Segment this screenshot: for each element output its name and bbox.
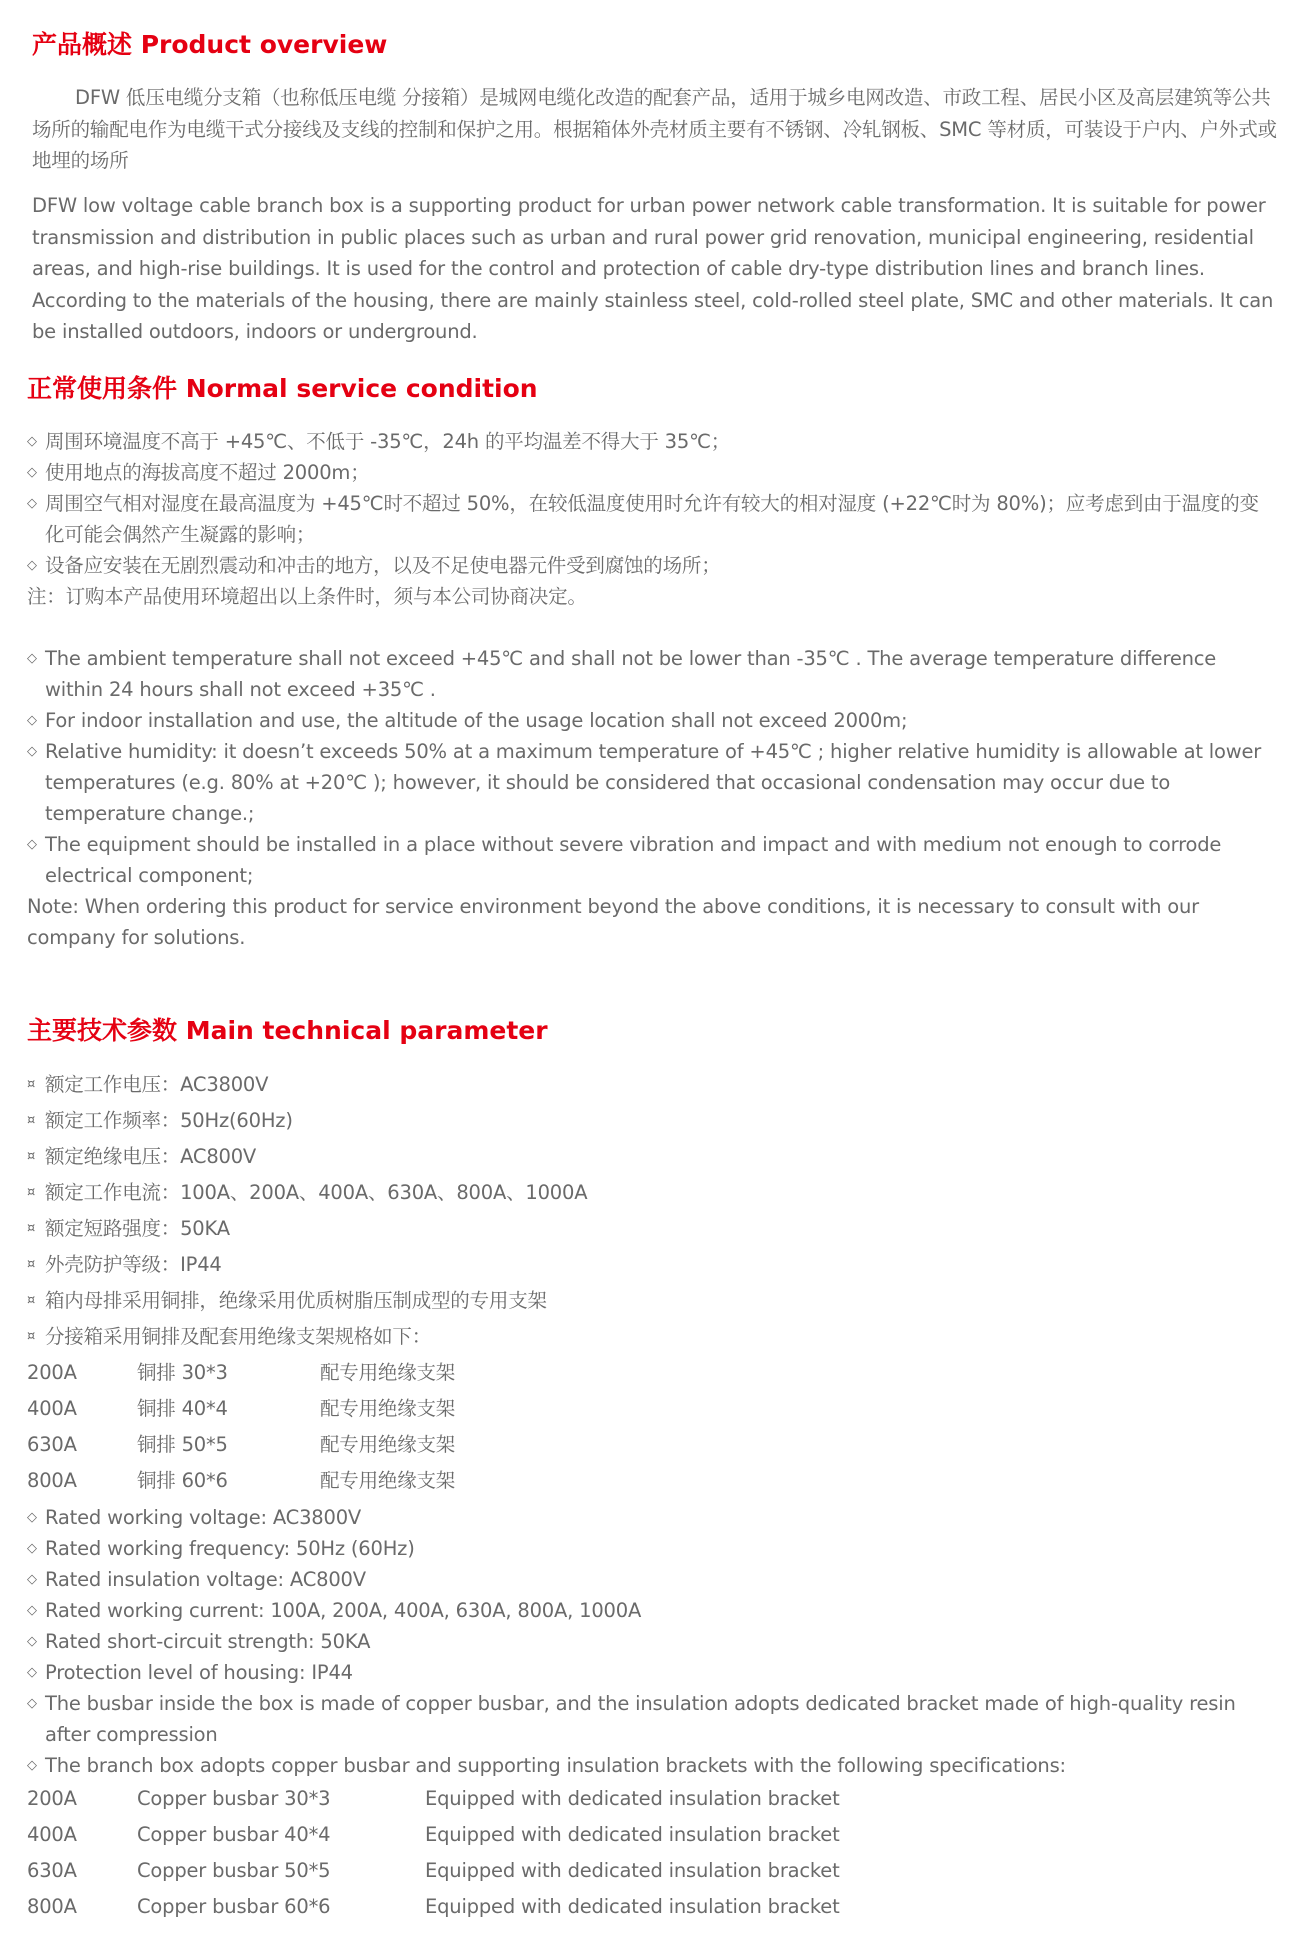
conditions-title: 正常使用条件 Normal service condition bbox=[27, 374, 538, 403]
table-row: 400A 铜排 40*4 配专用绝缘支架 bbox=[27, 1397, 456, 1420]
list-item: ¤ 额定短路强度：50KA bbox=[27, 1211, 927, 1247]
list-item: ◇ Rated working frequency: 50Hz (60Hz) bbox=[27, 1533, 1277, 1564]
diamond-bullet-icon: ◇ bbox=[27, 1665, 37, 1680]
currency-bullet-icon: ¤ bbox=[27, 1185, 36, 1200]
conditions-en-list bbox=[27, 643, 1277, 953]
list-item: ◇ Relative humidity: it doesn’t exceeds 50% at a maximum temperature of +45℃ ; higher relative humidity is allowable at lower temperatures (e.g. 80% at +20℃ ); however, it should be considered that occasional condensation may occur due to temperature change.; bbox=[27, 736, 1277, 829]
diamond-bullet-icon: ◇ bbox=[27, 1572, 37, 1587]
list-item: ¤ 额定工作频率：50Hz(60Hz) bbox=[27, 1103, 927, 1139]
conditions-cn-list bbox=[27, 426, 1277, 612]
conditions-cn-note: 注：订购本产品使用环境超出以上条件时，须与本公司协商决定。 bbox=[27, 585, 587, 608]
list-item: ¤ 箱内母排采用铜排，绝缘采用优质树脂压制成型的专用支架 bbox=[27, 1283, 927, 1319]
conditions-en-note: Note: When ordering this product for service environment beyond the above conditions, it is necessary to consult with our company for solutions. bbox=[27, 895, 1199, 949]
table-row: 630A 铜排 50*5 配专用绝缘支架 bbox=[27, 1433, 456, 1456]
list-item: ◇ 使用地点的海拔高度不超过 2000m； bbox=[27, 457, 1277, 488]
list-item: ◇ Rated short-circuit strength: 50KA bbox=[27, 1626, 1277, 1657]
list-item: ¤ 额定绝缘电压：AC800V bbox=[27, 1139, 927, 1175]
diamond-bullet-icon: ◇ bbox=[27, 1634, 37, 1649]
diamond-bullet-icon: ◇ bbox=[27, 558, 37, 573]
currency-bullet-icon: ¤ bbox=[27, 1077, 36, 1092]
parameters-title: 主要技术参数 Main technical parameter bbox=[27, 1016, 548, 1045]
list-item: ¤ 额定工作电压：AC3800V bbox=[27, 1067, 927, 1103]
list-item: ◇ Rated working voltage: AC3800V bbox=[27, 1502, 1277, 1533]
list-item: ◇ The branch box adopts copper busbar and supporting insulation brackets with the following specifications: bbox=[27, 1750, 1277, 1781]
list-item: ◇ The equipment should be installed in a place without severe vibration and impact and with medium not enough to corrode electrical component; bbox=[27, 829, 1277, 891]
diamond-bullet-icon: ◇ bbox=[27, 1541, 37, 1556]
list-item: ◇ Protection level of housing: IP44 bbox=[27, 1657, 1277, 1688]
currency-bullet-icon: ¤ bbox=[27, 1329, 36, 1344]
list-item: ◇ 周围空气相对湿度在最高温度为 +45℃时不超过 50%，在较低温度使用时允许有较大的相对湿度 (+22℃时为 80%)；应考虑到由于温度的变化可能会偶然产生凝露的影响； bbox=[27, 488, 1277, 550]
diamond-bullet-icon: ◇ bbox=[27, 1510, 37, 1525]
overview-en-text: DFW low voltage cable branch box is a supporting product for urban power network cable transformation. It is suitable for power transmission and distribution in public places such as urban and rural power grid renovation, municipal engineering, residential areas, and high-rise buildings. It is used for the control and protection of cable dry-type distribution lines and branch lines. According to the materials of the housing, there are mainly stainless steel, cold-rolled steel plate, SMC and other materials. It can be installed outdoors, indoors or underground. bbox=[32, 194, 1274, 343]
list-item: ◇ For indoor installation and use, the altitude of the usage location shall not exceed 2000m; bbox=[27, 705, 1277, 736]
currency-bullet-icon: ¤ bbox=[27, 1221, 36, 1236]
list-item: ¤ 分接箱采用铜排及配套用绝缘支架规格如下： bbox=[27, 1319, 927, 1355]
table-row: 800A 铜排 60*6 配专用绝缘支架 bbox=[27, 1469, 456, 1492]
currency-bullet-icon: ¤ bbox=[27, 1293, 36, 1308]
diamond-bullet-icon: ◇ bbox=[27, 651, 37, 666]
list-item: ◇ The ambient temperature shall not exceed +45℃ and shall not be lower than -35℃ . The average temperature difference within 24 hours shall not exceed +35℃ . bbox=[27, 643, 1277, 705]
list-item: ¤ 额定工作电流：100A、200A、400A、630A、800A、1000A bbox=[27, 1175, 927, 1211]
diamond-bullet-icon: ◇ bbox=[27, 744, 37, 759]
diamond-bullet-icon: ◇ bbox=[27, 1603, 37, 1618]
cn-spec-table bbox=[27, 1355, 455, 1499]
diamond-bullet-icon: ◇ bbox=[27, 434, 37, 449]
list-item: ¤ 外壳防护等级：IP44 bbox=[27, 1247, 927, 1283]
parameters-cn-list bbox=[27, 1067, 927, 1355]
currency-bullet-icon: ¤ bbox=[27, 1257, 36, 1272]
table-row: 800A Copper busbar 60*6 Equipped with dedicated insulation bracket bbox=[27, 1895, 840, 1918]
list-item: ◇ Rated insulation voltage: AC800V bbox=[27, 1564, 1277, 1595]
list-item: ◇ 设备应安装在无剧烈震动和冲击的地方，以及不足使电器元件受到腐蚀的场所； bbox=[27, 550, 1277, 581]
en-spec-table bbox=[27, 1781, 840, 1925]
diamond-bullet-icon: ◇ bbox=[27, 713, 37, 728]
diamond-bullet-icon: ◇ bbox=[27, 1758, 37, 1773]
diamond-bullet-icon: ◇ bbox=[27, 496, 37, 511]
overview-cn-text: DFW 低压电缆分支箱（也称低压电缆 分接箱）是城网电缆化改造的配套产品，适用于城乡电网改造、市政工程、居民小区及高层建筑等公共场所的输配电作为电缆干式分接线及支线的控制和保护之用。根据箱体外壳材质主要有不锈钢、冷轧钢板、SMC 等材质，可装设于户内、户外式或地埋的场所 bbox=[32, 86, 1277, 172]
table-row: 400A Copper busbar 40*4 Equipped with dedicated insulation bracket bbox=[27, 1823, 840, 1846]
overview-title: 产品概述 Product overview bbox=[32, 30, 388, 59]
diamond-bullet-icon: ◇ bbox=[27, 465, 37, 480]
list-item: ◇ 周围环境温度不高于 +45℃、不低于 -35℃，24h 的平均温差不得大于 35℃； bbox=[27, 426, 1277, 457]
currency-bullet-icon: ¤ bbox=[27, 1113, 36, 1128]
list-item: ◇ The busbar inside the box is made of copper busbar, and the insulation adopts dedicated bracket made of high-quality resin after compression bbox=[27, 1688, 1277, 1750]
diamond-bullet-icon: ◇ bbox=[27, 837, 37, 852]
table-row: 200A 铜排 30*3 配专用绝缘支架 bbox=[27, 1361, 456, 1384]
diamond-bullet-icon: ◇ bbox=[27, 1696, 37, 1711]
currency-bullet-icon: ¤ bbox=[27, 1149, 36, 1164]
list-item: ◇ Rated working current: 100A, 200A, 400A, 630A, 800A, 1000A bbox=[27, 1595, 1277, 1626]
table-row: 630A Copper busbar 50*5 Equipped with dedicated insulation bracket bbox=[27, 1859, 840, 1882]
parameters-en-list bbox=[27, 1502, 1277, 1781]
table-row: 200A Copper busbar 30*3 Equipped with dedicated insulation bracket bbox=[27, 1787, 840, 1810]
